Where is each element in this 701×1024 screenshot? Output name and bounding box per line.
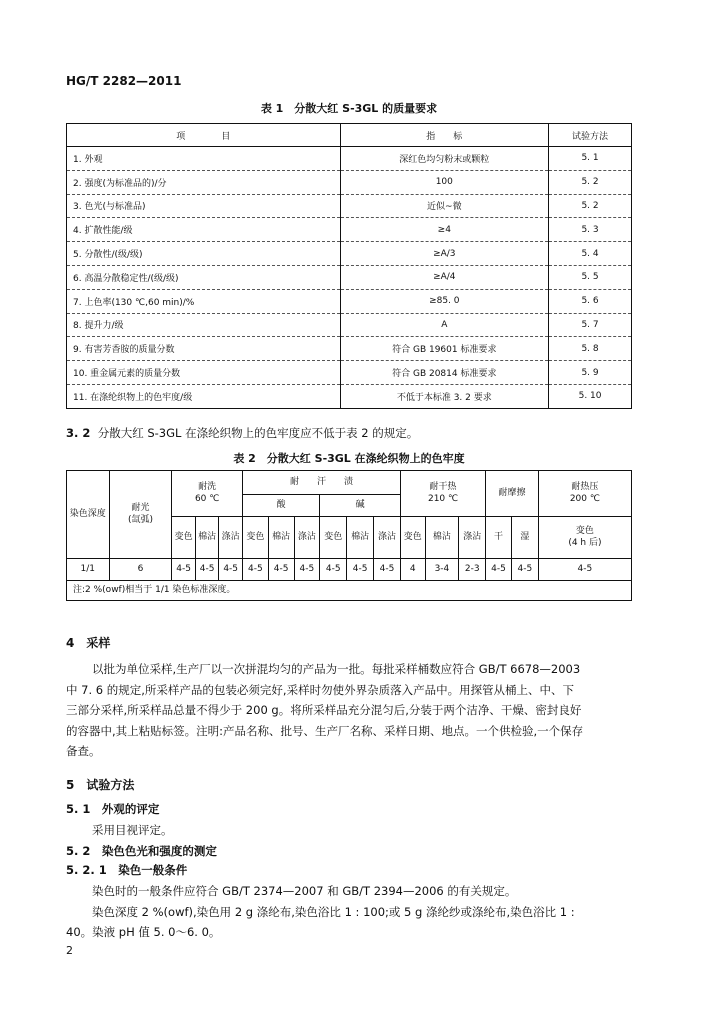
- acid-header: 酸: [242, 495, 319, 517]
- section-3-2-number: 3. 2: [66, 426, 91, 440]
- table1-cell-spec: ≥85. 0: [340, 289, 549, 313]
- dryheat-change: 变色: [400, 517, 425, 559]
- fastness-cell: 6: [109, 559, 172, 581]
- fastness-cell: 4-5: [195, 559, 219, 581]
- section-5-2-1-line1: 染色时的一般条件应符合 GB/T 2374—2007 和 GB/T 2394—2006 的有关规定。: [92, 884, 517, 898]
- table1-cell-item: 9. 有害芳香胺的质量分数: [67, 337, 341, 361]
- wash-change: 变色: [172, 517, 196, 559]
- quality-requirements-table: [66, 123, 632, 409]
- sweat-header: 耐 汗 渍: [242, 471, 400, 495]
- fastness-cell: 4-5: [219, 559, 243, 581]
- depth-header: 染色深度: [67, 471, 110, 559]
- sublim-change: [538, 517, 631, 559]
- light-header-label: 耐光: [131, 502, 150, 513]
- section-5-2-1-title: 5. 2. 1 染色一般条件: [66, 863, 188, 877]
- fastness-cell: 4-5: [374, 559, 401, 581]
- dryheat-label: 耐干热: [429, 481, 457, 492]
- table1-cell-method: 5. 2: [549, 194, 632, 218]
- table1-cell-spec: 符合 GB 20814 标准要求: [340, 361, 549, 385]
- section-4-line: 三部分采样,所采样品总量不得少于 200 g。将所采样品充分混匀后,分装于两个洁净、干燥、密封良好: [66, 703, 582, 717]
- table1-cell-method: 5. 5: [549, 265, 632, 289]
- table1-cell-item: 11. 在涤纶织物上的色牢度/级: [73, 392, 193, 403]
- fastness-cell: 4-5: [294, 559, 320, 581]
- fastness-cell: 3-4: [425, 559, 459, 581]
- dryheat-stain-poly: 涤沾: [459, 517, 486, 559]
- table1-cell-method: 5. 9: [549, 361, 632, 385]
- table1-cell-spec: 100: [340, 170, 549, 194]
- section-3-2-text: 分散大红 S-3GL 在涤纶织物上的色牢度应不低于表 2 的规定。: [97, 426, 419, 440]
- table1-cell-item: 6. 高温分散稳定性/(级/级): [67, 265, 341, 289]
- table1-cell-method: 5. 10: [549, 384, 632, 408]
- table2-note: 注:2 %(owf)相当于 1/1 染色标准深度。: [67, 581, 632, 601]
- dryheat-header: [400, 471, 485, 517]
- table1-cell-method: 5. 6: [549, 289, 632, 313]
- wash-header: [172, 471, 243, 517]
- table-row: [67, 170, 632, 194]
- table-row: [67, 194, 632, 218]
- rub-header: 耐摩擦: [486, 471, 539, 517]
- section-3-2: [66, 425, 418, 441]
- alkali-change: 变色: [320, 517, 347, 559]
- sublim-header: [538, 471, 631, 517]
- table1-cell-method: 5. 8: [549, 337, 632, 361]
- table1-cell-item: 10. 重金属元素的质量分数: [67, 361, 341, 385]
- table1-cell-item: 7. 上色率(130 ℃,60 min)/%: [67, 289, 341, 313]
- page-number: 2: [66, 944, 73, 957]
- fastness-cell: 4: [400, 559, 425, 581]
- table1-cell-spec: 符合 GB 19601 标准要求: [340, 337, 549, 361]
- table1-cell-item: 3. 色光(与标准品): [67, 194, 341, 218]
- rub-wet: 湿: [511, 517, 538, 559]
- table1-caption: 表 1 分散大红 S-3GL 的质量要求: [260, 102, 438, 115]
- fastness-data-row: [67, 559, 632, 581]
- light-header: [109, 471, 172, 559]
- table1-cell-spec: ≥A/3: [340, 242, 549, 266]
- fastness-cell: 4-5: [486, 559, 512, 581]
- table1-cell-method: 5. 1: [549, 147, 632, 171]
- rub-dry: 干: [486, 517, 512, 559]
- table1-cell-item: 2. 强度(为标准品的)/分: [67, 170, 341, 194]
- fastness-cell: 4-5: [242, 559, 268, 581]
- table-row: [67, 218, 632, 242]
- fastness-cell: 2-3: [459, 559, 486, 581]
- section-4-line: 以批为单位采样,生产厂以一次拼混均匀的产品为一批。每批采样桶数应符合 GB/T 6678—2003: [92, 662, 581, 676]
- dryheat-stain-wool: 棉沾: [425, 517, 459, 559]
- acid-change: 变色: [242, 517, 268, 559]
- wash-stain-poly: 涤沾: [219, 517, 243, 559]
- section-5-2-title: 5. 2 染色色光和强度的测定: [66, 844, 217, 858]
- color-fastness-table: [66, 470, 632, 601]
- section-4-line: 备查。: [66, 744, 101, 758]
- sublim-label: 耐热压: [571, 481, 599, 492]
- acid-stain-wool: 棉沾: [268, 517, 294, 559]
- table1-cell-method: 5. 2: [549, 170, 632, 194]
- alkali-stain-poly: 涤沾: [374, 517, 401, 559]
- section-5-1-title: 5. 1 外观的评定: [66, 802, 160, 816]
- table-row: [67, 337, 632, 361]
- alkali-header: 碱: [320, 495, 401, 517]
- table1-header-method: 试验方法: [549, 124, 632, 147]
- table1-cell-spec: A: [340, 313, 549, 337]
- fastness-cell: 4-5: [511, 559, 538, 581]
- table1-cell-spec: ≥4: [340, 218, 549, 242]
- light-header-sub: (氙弧): [127, 514, 153, 525]
- fastness-cell: 4-5: [347, 559, 374, 581]
- alkali-stain-wool: 棉沾: [347, 517, 374, 559]
- table1-cell-method: 5. 3: [549, 218, 632, 242]
- table1-cell-item: 4. 扩散性能/级: [67, 218, 341, 242]
- table1-cell-item: 5. 分散性/(级/级): [67, 242, 341, 266]
- table1-header-item: 项 目: [67, 124, 341, 147]
- table1-cell-spec: 近似~微: [340, 194, 549, 218]
- acid-stain-poly: 涤沾: [294, 517, 320, 559]
- table1-cell-spec: ≥A/4: [340, 265, 549, 289]
- table-row: [67, 361, 632, 385]
- table1-header-row: [67, 124, 632, 147]
- wash-temp: 60 ℃: [194, 493, 220, 504]
- section-5-1-text: 采用目视评定。: [92, 823, 173, 837]
- table-row: [67, 242, 632, 266]
- fastness-cell: 4-5: [268, 559, 294, 581]
- table-row: [67, 147, 632, 171]
- sublim-time: (4 h 后): [568, 537, 602, 548]
- table1-cell-spec: 深红色均匀粉末或颗粒: [340, 147, 549, 171]
- table-row: [67, 265, 632, 289]
- fastness-cell: 4-5: [538, 559, 631, 581]
- sublim-temp: 200 ℃: [569, 493, 600, 504]
- table1-cell-method: 5. 4: [549, 242, 632, 266]
- section-4-line: 的容器中,其上粘贴标签。注明:产品名称、批号、生产厂名称、采样日期、地点。一个供检验,一个保存: [66, 723, 584, 738]
- dryheat-temp: 210 ℃: [427, 493, 459, 504]
- table1-cell-item: 8. 提升力/级: [67, 313, 341, 337]
- wash-stain-wool: 棉沾: [195, 517, 219, 559]
- table-row: [67, 313, 632, 337]
- wash-label: 耐洗: [198, 481, 217, 492]
- table-row: [67, 289, 632, 313]
- section-4-line: 中 7. 6 的规定,所采样产品的包装必须完好,采样时勿使外界杂质落入产品中。用探管从桶上、中、下: [66, 682, 575, 697]
- table1-cell-spec: 不低于本标准 3. 2 要求: [340, 384, 549, 408]
- table1-cell-item: 1. 外观: [67, 147, 341, 171]
- table1-cell-method: 5. 7: [549, 313, 632, 337]
- table1-header-spec: 指 标: [340, 124, 549, 147]
- section-5-title: 5 试验方法: [66, 778, 135, 792]
- section-4-title: 4 采样: [66, 636, 111, 650]
- sublim-change-label: 变色: [575, 525, 594, 536]
- fastness-cell: 4-5: [172, 559, 196, 581]
- fastness-cell: 4-5: [320, 559, 347, 581]
- section-4-body: [66, 659, 636, 762]
- table-row: [67, 384, 632, 408]
- standard-number-header: HG/T 2282—2011: [66, 74, 182, 88]
- section-5-2-1-line2: 染色深度 2 %(owf),染色用 2 g 涤纶布,染色浴比 1 : 100;或 5 g 涤纶纱或涤纶布,染色浴比 1 :: [92, 905, 575, 919]
- fastness-cell: 1/1: [67, 559, 110, 581]
- section-5-2-1-line3: 40。染液 pH 值 5. 0～6. 0。: [66, 925, 221, 939]
- table2-caption: 表 2 分散大红 S-3GL 在涤纶织物上的色牢度: [233, 452, 465, 465]
